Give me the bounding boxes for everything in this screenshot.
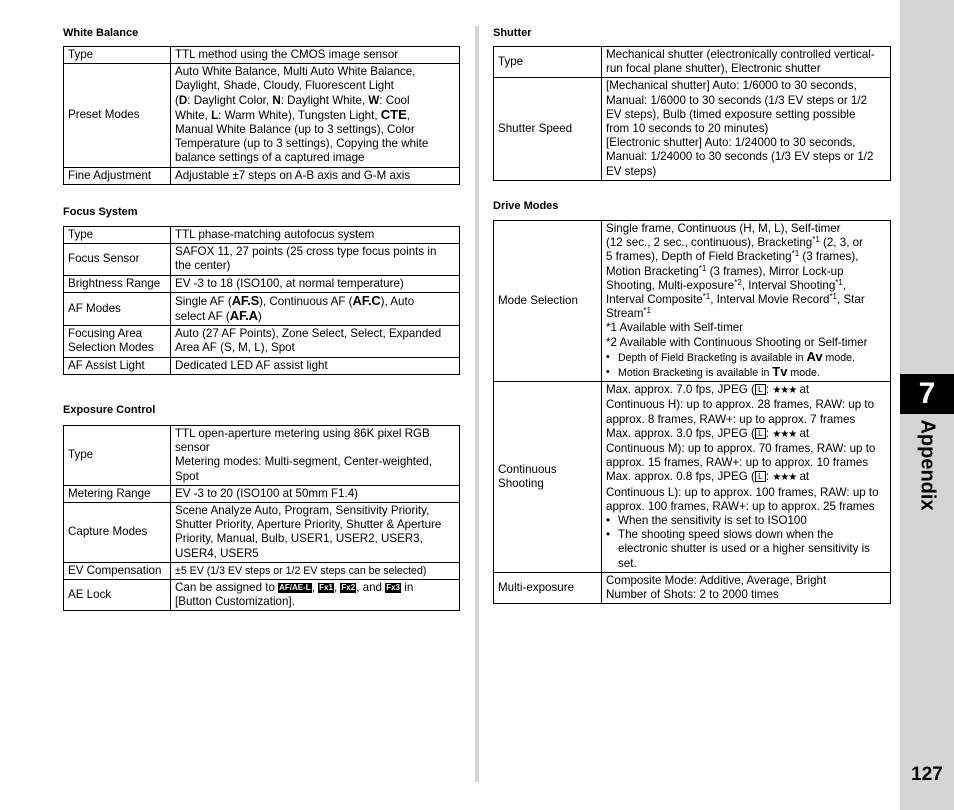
shutter-table <box>493 46 891 181</box>
column-divider <box>475 26 479 782</box>
row-value: Composite Mode: Additive, Average, Bright Number of Shots: 2 to 2000 times <box>602 572 891 603</box>
table-row <box>64 47 460 64</box>
row-value: [Mechanical shutter] Auto: 1/6000 to 30 seconds, Manual: 1/6000 to 30 seconds (1/3 EV steps or 1/2 EV steps), Bulb (timed exposure setting possible from 10 seconds to 20 minutes) [Electronic shutter] Auto: 1/24000 to 30 seconds, Manual: 1/24000 to 30 seconds (1/3 EV steps or 1/2 EV steps) <box>602 78 891 180</box>
row-value: TTL method using the CMOS image sensor <box>171 47 460 64</box>
tv-mode-icon: Tv <box>772 364 788 380</box>
table-row <box>494 382 891 573</box>
row-label: AE Lock <box>64 580 171 611</box>
row-value: Adjustable ±7 steps on A-B axis and G-M axis <box>171 167 460 184</box>
row-label: Multi-exposure <box>494 572 602 603</box>
table-row <box>64 580 460 611</box>
row-label: Capture Modes <box>64 503 171 563</box>
row-value: EV -3 to 20 (ISO100 at 50mm F1.4) <box>171 485 460 502</box>
row-label: Type <box>64 47 171 64</box>
list-item: • Depth of Field Bracketing is available in Av mode. <box>606 350 887 365</box>
focus-system-table <box>63 226 460 375</box>
row-label: Focusing Area Selection Modes <box>64 326 171 357</box>
af-c-icon: AF.C <box>352 292 381 308</box>
af-s-icon: AF.S <box>231 292 260 308</box>
white-balance-table <box>63 46 460 185</box>
table-row <box>64 426 460 486</box>
table-row <box>64 357 460 374</box>
af-a-icon: AF.A <box>229 308 258 324</box>
row-value: TTL open-aperture metering using 86K pixel RGB sensor Metering modes: Multi-segment, Center-weighted, Spot <box>171 426 460 486</box>
cte-icon: CTE <box>380 106 407 122</box>
table-row <box>64 503 460 563</box>
row-label: Brightness Range <box>64 275 171 292</box>
row-value: Dedicated LED AF assist light <box>171 357 460 374</box>
quality-stars-icon: ★★★ <box>772 472 797 484</box>
list-item: • Motion Bracketing is available in Tv mode. <box>606 365 887 380</box>
exposure-control-heading: Exposure Control <box>63 404 156 416</box>
shutter-heading: Shutter <box>493 27 532 39</box>
row-label: Mode Selection <box>494 221 602 382</box>
drive-modes-table <box>493 220 891 604</box>
row-label: Type <box>494 47 602 78</box>
row-label: AF Modes <box>64 292 171 325</box>
list-item: • The shooting speed slows down when the electronic shutter is used or a higher sensitivity is set. <box>606 528 887 571</box>
quality-stars-icon: ★★★ <box>772 428 797 440</box>
row-value: Mechanical shutter (electronically controlled vertical- run focal plane shutter), Electronic shutter <box>602 47 891 78</box>
list-item: • When the sensitivity is set to ISO100 <box>606 514 887 528</box>
table-row <box>494 572 891 603</box>
table-row <box>64 227 460 244</box>
row-value: SAFOX 11, 27 points (25 cross type focus points in the center) <box>171 244 460 275</box>
table-row <box>494 78 891 180</box>
table-row <box>494 221 891 382</box>
row-value: Max. approx. 7.0 fps, JPEG ( L : ★★★ at Continuous H): up to approx. 28 frames, RAW: up to approx. 8 frames, RAW+: up to approx. 7 frames Max. approx. 3.0 fps, JPEG ( L : ★★★ at Continuous M): up to approx. 70 frames, RAW: up to approx. 15 frames, RAW+: up to approx. 10 frames Max. approx. 0.8 fps, JPEG ( L : ★★★ at Continuous L): up to approx. 100 frames, RAW: up to approx. 100 frames, RAW+: up to approx. 25 frames • When the sensitivity is set to ISO100 • The shooting speed slows down when the electronic shutter is used or a higher sensitivity is set. <box>602 382 891 573</box>
row-value: Scene Analyze Auto, Program, Sensitivity Priority, Shutter Priority, Aperture Priority, Shutter & Aperture Priority, Manual, Bulb, USER1, USER2, USER3, USER4, USER5 <box>171 503 460 563</box>
fx1-button-icon: Fx1 <box>319 583 333 593</box>
white-balance-heading: White Balance <box>63 27 139 39</box>
row-label: Continuous Shooting <box>494 382 602 573</box>
table-row <box>64 326 460 357</box>
row-value: Can be assigned to AF/AE-L, Fx1, Fx2, and Fx3 in [Button Customization]. <box>171 580 460 611</box>
row-value: Auto White Balance, Multi Auto White Balance, Daylight, Shade, Cloudy, Fluorescent Light (D: Daylight Color, N: Daylight White, W: Cool White, L: Warm White), Tungsten Light, CTE, Manual White Balance (up to 3 settings), Color Temperature (up to 3 settings), Copying the white balance settings of a captured image <box>171 64 460 167</box>
row-value: Auto (27 AF Points), Zone Select, Select, Expanded Area AF (S, M, L), Spot <box>171 326 460 357</box>
av-mode-icon: Av <box>806 348 823 364</box>
table-row <box>64 485 460 502</box>
table-row <box>64 64 460 167</box>
table-row <box>64 562 460 579</box>
row-value: Single frame, Continuous (H, M, L), Self-timer (12 sec., 2 sec., continuous), Bracketing$^{*1}$ (2, 3, or 5 frames), Depth of Field Bracketing$^{*1}$ (3 frames), Motion Bracketing$^{*1}$ (3 frames), Mirror Lock-up Shooting, Multi-exposure$^{*2}$, Interval Shooting$^{*1}$, Interval Composite$^{*1}$, Interval Movie Record$^{*1}$, Star Stream$^{*1}$ *1 Available with Self-timer *2 Available with Continuous Shooting or Self-timer • Depth of Field Bracketing is available in Av mode. • Motion Bracketing is available in Tv mode. <box>602 221 891 382</box>
row-label: Type <box>64 227 171 244</box>
row-label: Preset Modes <box>64 64 171 167</box>
fx2-button-icon: Fx2 <box>341 583 356 593</box>
row-value: TTL phase-matching autofocus system <box>171 227 460 244</box>
row-value: Single AF (AF.S), Continuous AF (AF.C), Auto select AF (AF.A) <box>171 292 460 325</box>
exposure-control-table <box>63 425 460 611</box>
jpeg-size-icon: L <box>755 471 766 482</box>
chapter-title: Appendix <box>916 419 939 511</box>
page-number: 127 <box>911 764 943 785</box>
drive-modes-heading: Drive Modes <box>493 200 559 212</box>
row-label: Type <box>64 426 171 486</box>
table-row <box>64 292 460 325</box>
row-label: Shutter Speed <box>494 78 602 180</box>
chapter-number: 7 <box>900 374 954 414</box>
fx3-button-icon: Fx3 <box>386 583 401 593</box>
quality-stars-icon: ★★★ <box>772 385 797 397</box>
focus-system-heading: Focus System <box>63 206 138 218</box>
table-row <box>494 47 891 78</box>
jpeg-size-icon: L <box>755 428 766 439</box>
row-value: EV -3 to 18 (ISO100, at normal temperature) <box>171 275 460 292</box>
jpeg-size-icon: L <box>755 384 766 395</box>
table-row <box>64 244 460 275</box>
row-label: EV Compensation <box>64 562 171 579</box>
row-label: Metering Range <box>64 485 171 502</box>
row-label: Focus Sensor <box>64 244 171 275</box>
row-label: Fine Adjustment <box>64 167 171 184</box>
af-ae-lock-button-icon: AF/AE-L <box>279 583 311 593</box>
row-label: AF Assist Light <box>64 357 171 374</box>
row-value: ±5 EV (1/3 EV steps or 1/2 EV steps can be selected) <box>171 562 460 579</box>
table-row <box>64 167 460 184</box>
table-row <box>64 275 460 292</box>
